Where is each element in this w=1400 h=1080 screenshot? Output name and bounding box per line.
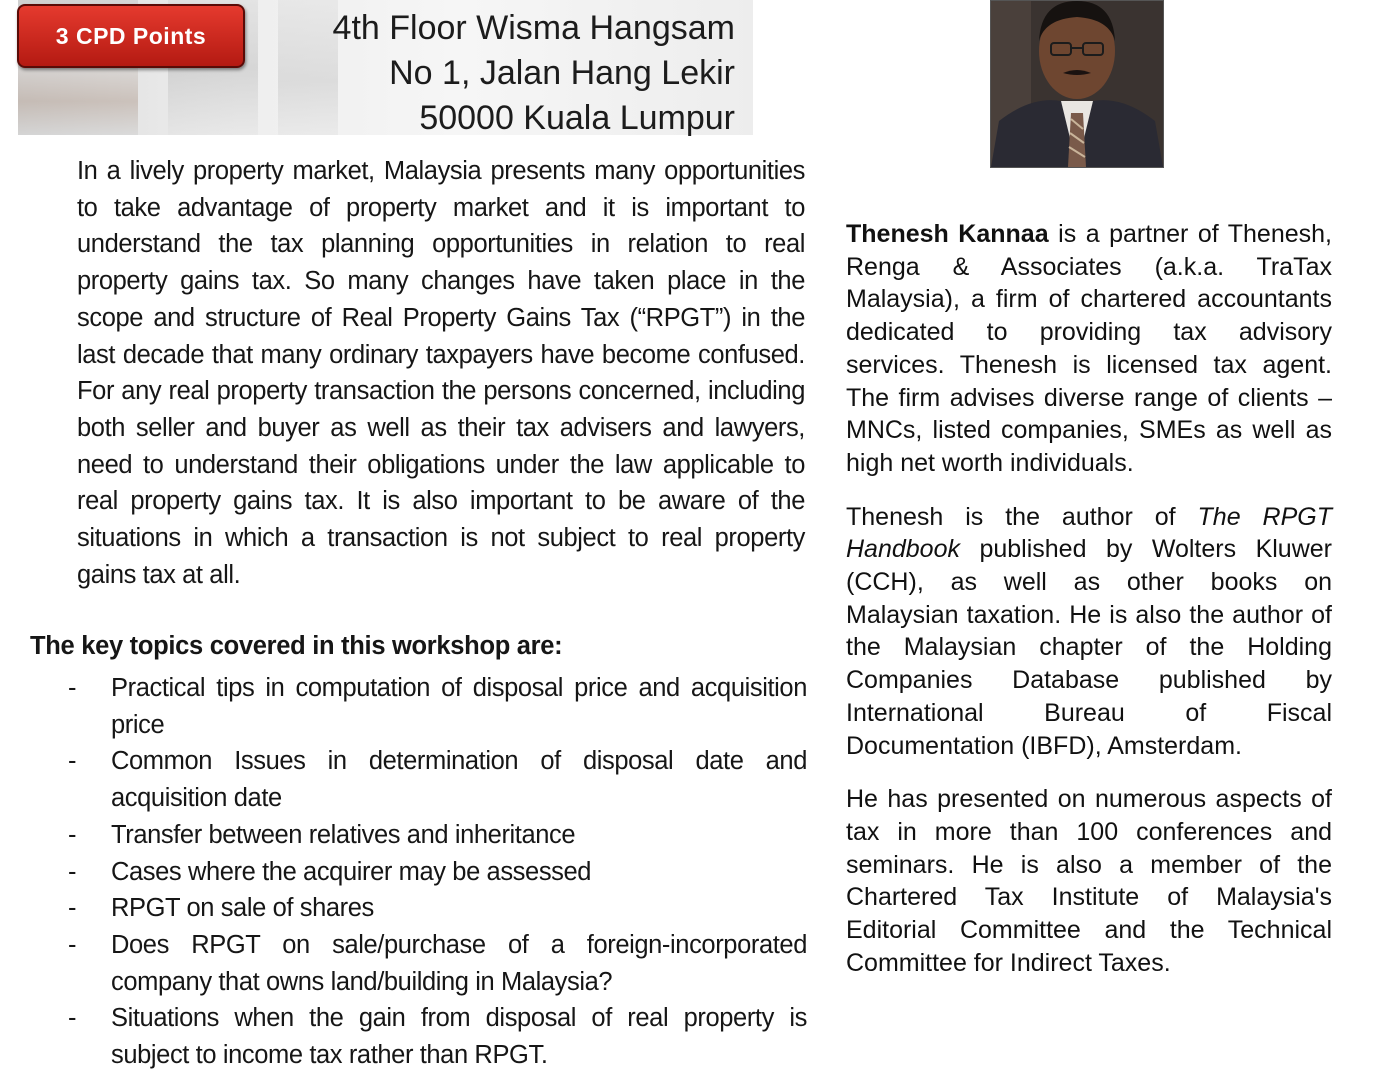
topics-heading: The key topics covered in this workshop are: (30, 632, 563, 660)
venue-line: No 1, Jalan Hang Lekir (389, 54, 735, 92)
topic-text: Transfer between relatives and inheritance (111, 820, 576, 849)
topic-text: Cases where the acquirer may be assessed (111, 857, 592, 886)
bio-text: published by Wolters Kluwer (CCH), as well as other books on Malaysian taxation. He is also the author of the Malaysian chapter of the Holding Companies Database published by International Bureau of Fiscal Documentation (IBFD), Amsterdam. (846, 535, 1332, 760)
cpd-points-badge: 3 CPD Points (17, 4, 245, 68)
intro-paragraph: In a lively property market, Malaysia presents many opportunities to take advantage of property market and it is important to understand the tax planning opportunities in relation to real property gains tax. So many changes have taken place in the scope and structure of Real Property Gains Tax (“RPGT”) in the last decade that many ordinary taxpayers have become confused. For any real property transaction the persons concerned, including both seller and buyer as well as their tax advisers and lawyers, need to understand their obligations under the law applicable to real property gains tax. It is also important to be aware of the situations in which a transaction is not subject to real property gains tax at all. (77, 157, 805, 589)
bullet-dash: - (68, 894, 77, 923)
bio-paragraph: He has presented on numerous aspects of tax in more than 100 conferences and seminars. He is also a member of the Chartered Tax Institute of Malaysia's Editorial Committee and the Technical Committee for Indirect Taxes. (846, 785, 1332, 977)
bio-paragraph (846, 501, 1332, 763)
topic-text: Common Issues in determination of disposal date and acquisition date (111, 747, 807, 813)
bio-text: is a partner of Thenesh, Renga & Associates (a.k.a. TraTax Malaysia), a firm of chartered accountants dedicated to providing tax advisory services. Thenesh is licensed tax agent. The firm advises diverse range of clients – MNCs, listed companies, SMEs as well as high net worth individuals. (846, 220, 1332, 477)
bullet-dash: - (68, 1004, 77, 1033)
topic-item (60, 854, 807, 891)
bullet-dash: - (68, 820, 77, 849)
topic-item (60, 927, 807, 1000)
topics-list (60, 670, 807, 1074)
bio-paragraph (846, 218, 1332, 480)
bullet-dash: - (68, 930, 77, 959)
bullet-dash: - (68, 747, 77, 776)
speaker-bio (846, 218, 1332, 979)
topic-text: Situations when the gain from disposal of real property is subject to income tax rather than RPGT. (111, 1004, 807, 1070)
topic-item (60, 890, 807, 927)
topic-text: Practical tips in computation of disposal price and acquisition price (111, 674, 807, 739)
bullet-dash: - (68, 857, 77, 886)
venue-line: 4th Floor Wisma Hangsam (332, 9, 735, 47)
speaker-portrait-icon (991, 1, 1163, 167)
speaker-photo (990, 0, 1164, 168)
speaker-name: Thenesh Kannaa (846, 220, 1049, 248)
bio-text: Thenesh is the author of (846, 502, 1198, 531)
topic-item (60, 1000, 807, 1073)
venue-address (250, 6, 735, 141)
topic-text: RPGT on sale of shares (111, 894, 374, 923)
topic-item (60, 670, 807, 743)
venue-line: 50000 Kuala Lumpur (419, 99, 735, 137)
topic-text: Does RPGT on sale/purchase of a foreign-incorporated company that owns land/building in Malaysia? (111, 930, 807, 996)
book-title: The RPGT Handbook (846, 502, 1332, 564)
bullet-dash: - (68, 674, 77, 702)
topic-item (60, 743, 807, 816)
topic-item (60, 817, 807, 854)
